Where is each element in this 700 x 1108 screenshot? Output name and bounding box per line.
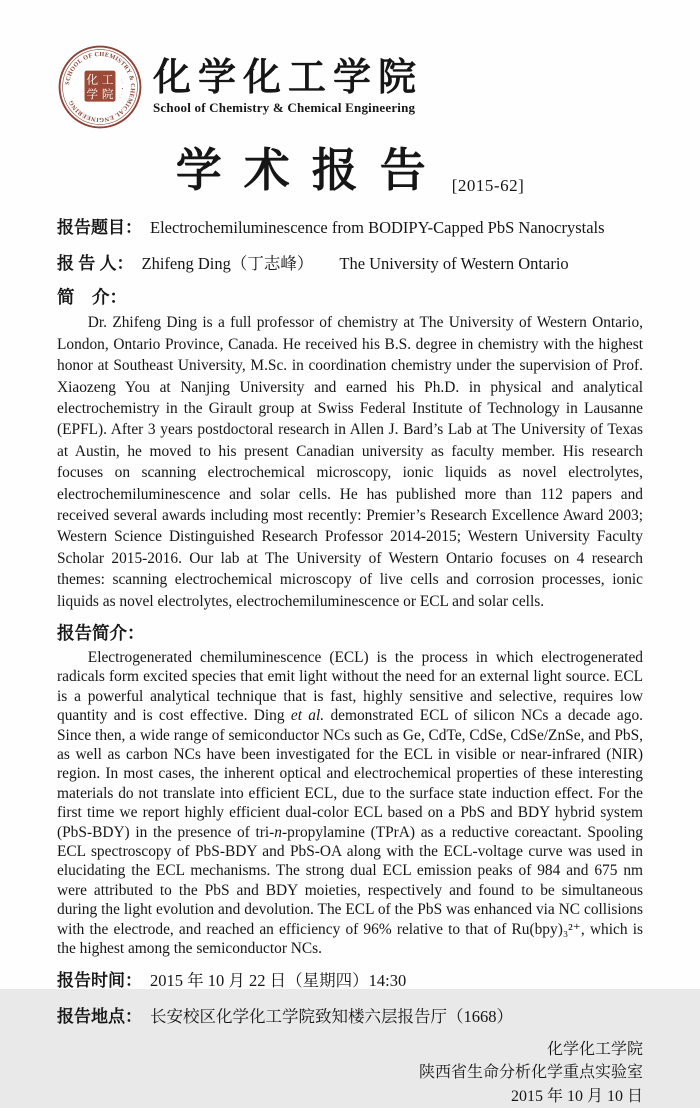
- school-name-en: School of Chemistry & Chemical Engineering: [153, 100, 416, 116]
- document-title-zh: 学术报告: [175, 145, 448, 196]
- svg-text:院: 院: [101, 88, 114, 102]
- field-time: [57, 969, 643, 994]
- letterhead: [57, 44, 643, 130]
- field-venue: [57, 1005, 643, 1030]
- svg-text:化: 化: [86, 73, 99, 87]
- topic-label: 报告题目：: [57, 218, 142, 237]
- svg-text:工: 工: [101, 73, 114, 87]
- signature-block: [57, 1038, 643, 1108]
- venue-value: 长安校区化学化工学院致知楼六层报告厅（1668）: [150, 1007, 513, 1027]
- seal-ring-text: SCHOOL OF CHEMISTRY & CHEMICAL ENGINEERING: [64, 50, 137, 124]
- document-title: [57, 134, 643, 200]
- signature-date: 2015 年 10 月 10 日: [510, 1087, 643, 1105]
- speaker-affiliation: The University of Western Ontario: [339, 253, 569, 273]
- speaker-name: Zhifeng Ding（丁志峰）: [141, 253, 314, 273]
- school-name-zh: 化学化工学院: [153, 56, 424, 99]
- abstract-section-label: 报告简介：: [57, 622, 145, 643]
- bio-section-label: 简 介：: [57, 287, 127, 308]
- svg-text:学: 学: [86, 88, 99, 102]
- document-title-number: [2015-62]: [451, 176, 525, 195]
- field-topic: [57, 216, 643, 241]
- speaker-label: 报 告 人：: [57, 253, 134, 273]
- time-label: 报告时间：: [57, 971, 142, 991]
- abstract-paragraph: Electrogenerated chemiluminescence (ECL) is the process in which electrogenerated radicals form excited species that emit light without the need for an external light source. ECL is a powerful analytical technique that is fast, highly sensitive and selective, requires low quantity and is cost effective. Ding et al. demonstrated ECL of silicon NCs a decade ago. Since then, a wide range of semiconductor NCs such as Ge, CdTe, CdSe, CdSe/ZnSe, and PbS, as well as carbon NCs have been investigated for the ECL in visible or near-infrared (NIR) region. In most cases, the inherent optical and electrochemical properties of these interesting materials do not translate into efficient ECL, due to the surface state induction effect. For the first time we report highly efficient dual-color ECL based on a PbS and BDY hybrid system (PbS-BDY) in the presence of tri-n-propylamine (TPrA) as a reductive coreactant. Spooling ECL spectroscopy of PbS-BDY and PbS-OA along with the ECL-voltage curve was used in elucidating the ECL mechanisms. The strong dual ECL emission peaks of 984 and 675 nm were attributed to the PbS and BDY moieties, respectively and found to be simultaneous during the light evolution and devolution. The ECL of the PbS was enhanced via NC collisions with the electrode, and reached an efficiency of 96% relative to that of Ru(bpy)₃²⁺, which is the highest among the semiconductor NCs.: [57, 648, 643, 958]
- signature-org-1: 化学化工学院: [546, 1040, 643, 1058]
- bio-paragraph: Dr. Zhifeng Ding is a full professor of chemistry at The University of Western Ontario, London, Ontario Province, Canada. He received his B.S. degree in chemistry with the highest honor at Southeast University, M.Sc. in coordination chemistry under the supervision of Prof. Xiaozeng You at Nanjing University and earned his Ph.D. in physical and analytical electrochemistry in the Girault group at Swiss Federal Institute of Technology in Lausanne (EPFL). After 3 years postdoctoral research in Allen J. Bard’s Lab at The University of Texas at Austin, he moved to his present Canadian university as faculty member. His research focuses on scanning electrochemical microscopy, ionic liquids as novel electrolytes, electrochemiluminescence and solar cells. He has published more than 112 papers and received several awards including most recently: Premier’s Research Excellence Award 2003; Western Science Distinguished Research Professor 2014-2015; Western University Faculty Scholar 2015-2016. Our lab at The University of Western Ontario focuses on 4 research themes: scanning electrochemical microscopy of live cells and corrosion processes, ionic liquids as novel electrolytes, electrochemiluminescence or ECL and solar cells.: [57, 314, 643, 610]
- school-seal-icon: [57, 44, 143, 130]
- svg-text:·· • ··: ·· • ··: [118, 76, 127, 100]
- venue-label: 报告地点：: [57, 1007, 142, 1027]
- signature-org-2: 陕西省生命分析化学重点实验室: [418, 1064, 643, 1082]
- time-value: 2015 年 10 月 22 日（星期四）14:30: [150, 971, 407, 991]
- topic-value: Electrochemiluminescence from BODIPY-Capped PbS Nanocrystals: [150, 218, 605, 237]
- field-speaker: [57, 252, 643, 277]
